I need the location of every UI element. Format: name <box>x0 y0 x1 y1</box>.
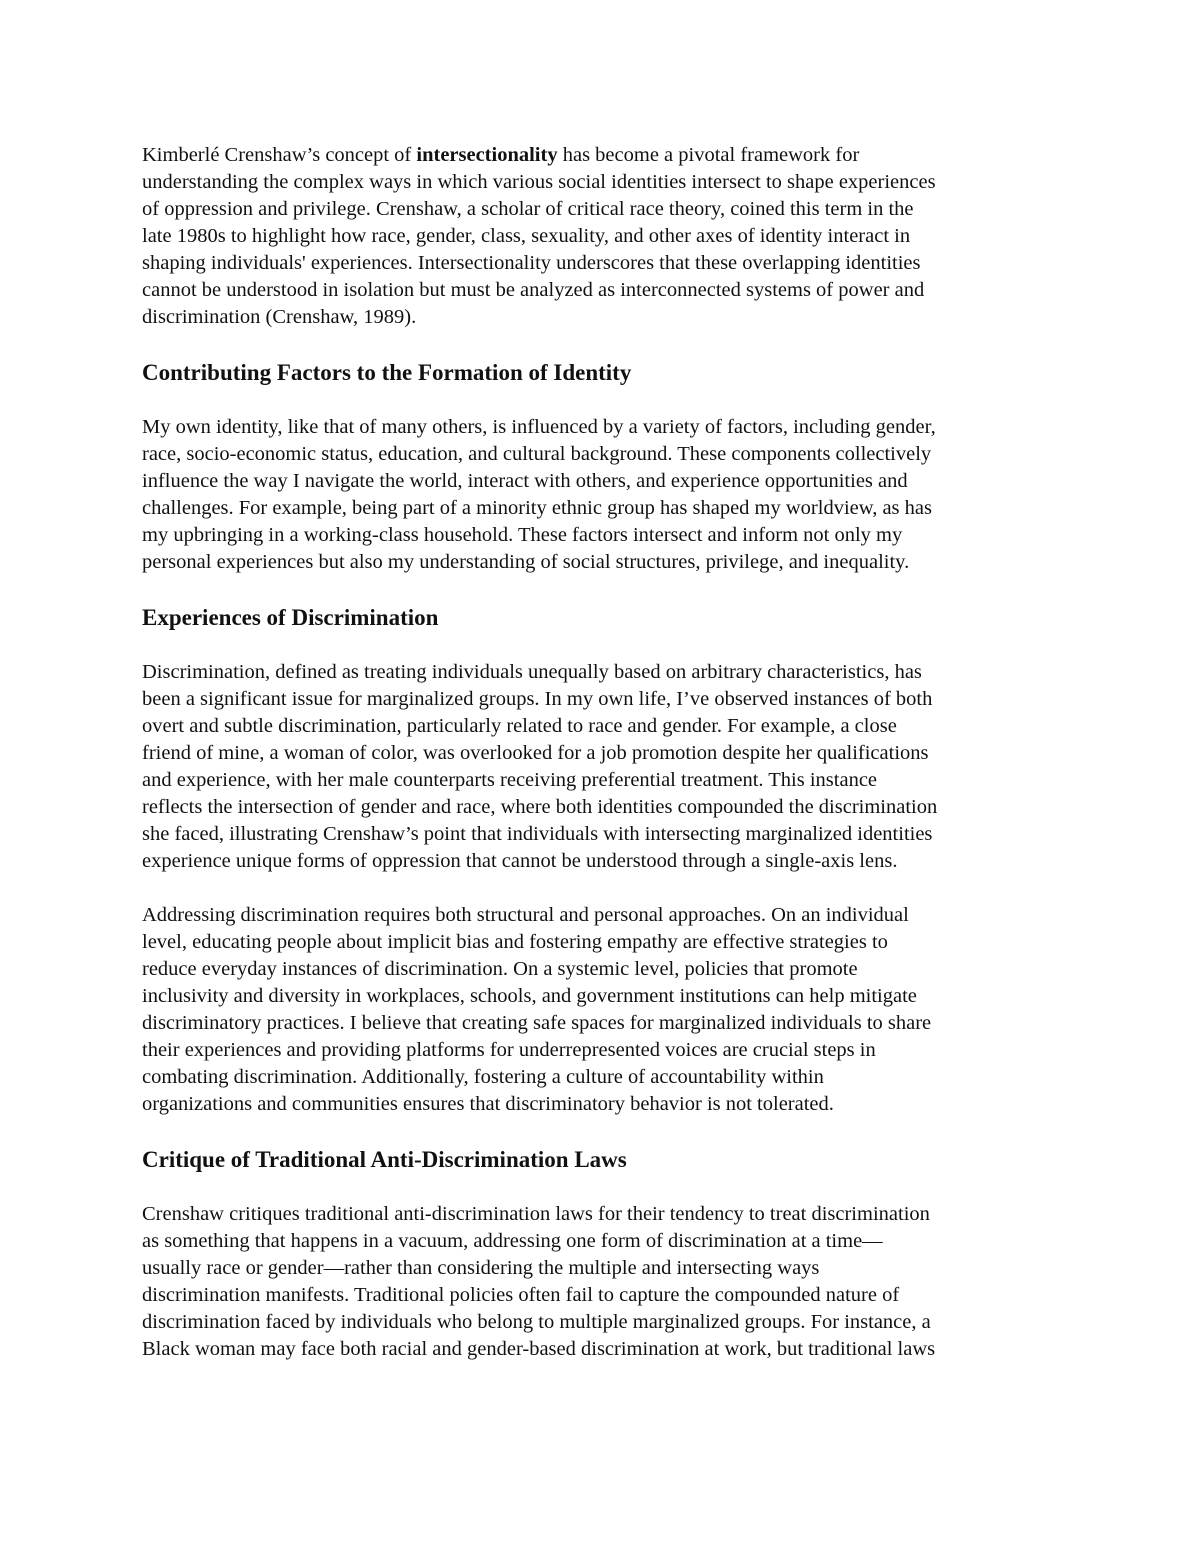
text-line: overt and subtle discrimination, particularly related to race and gender. For example, a close <box>142 715 897 737</box>
intro-paragraph <box>142 142 1062 331</box>
discrimination-paragraph-2 <box>142 902 1062 1118</box>
section-heading-discrimination: Experiences of Discrimination <box>142 605 439 630</box>
text-line: Crenshaw critiques traditional anti-discrimination laws for their tendency to treat discrimination <box>142 1203 930 1225</box>
text-line: combating discrimination. Additionally, fostering a culture of accountability within <box>142 1066 824 1088</box>
text-line: understanding the complex ways in which various social identities intersect to shape experiences <box>142 171 936 193</box>
text-line: reduce everyday instances of discrimination. On a systemic level, policies that promote <box>142 958 858 980</box>
text-line: their experiences and providing platforms for underrepresented voices are crucial steps in <box>142 1039 876 1061</box>
text-line: as something that happens in a vacuum, addressing one form of discrimination at a time— <box>142 1230 883 1252</box>
text-line: and experience, with her male counterparts receiving preferential treatment. This instance <box>142 769 878 791</box>
text-line: discrimination faced by individuals who belong to multiple marginalized groups. For instance, a <box>142 1311 931 1333</box>
document-page <box>142 142 1062 1363</box>
section-heading-identity: Contributing Factors to the Formation of Identity <box>142 360 632 385</box>
text-line: My own identity, like that of many others, is influenced by a variety of factors, including gender, <box>142 416 936 438</box>
text-line: Black woman may face both racial and gender-based discrimination at work, but traditional laws <box>142 1338 936 1360</box>
emphasized-term: intersectionality <box>416 144 558 166</box>
text-line: shaping individuals' experiences. Intersectionality underscores that these overlapping identities <box>142 252 921 274</box>
text-line: discriminatory practices. I believe that creating safe spaces for marginalized individuals to share <box>142 1012 932 1034</box>
text-line: cannot be understood in isolation but must be analyzed as interconnected systems of power and <box>142 279 925 301</box>
text-line: my upbringing in a working-class household. These factors intersect and inform not only my <box>142 524 903 546</box>
text-line: discrimination (Crenshaw, 1989). <box>142 306 417 328</box>
text-line: inclusivity and diversity in workplaces, schools, and government institutions can help mitigate <box>142 985 917 1007</box>
text-line: reflects the intersection of gender and race, where both identities compounded the discrimination <box>142 796 938 818</box>
text-line: been a significant issue for marginalized groups. In my own life, I’ve observed instances of both <box>142 688 933 710</box>
text-line: of oppression and privilege. Crenshaw, a scholar of critical race theory, coined this term in the <box>142 198 914 220</box>
text-line: Addressing discrimination requires both structural and personal approaches. On an individual <box>142 904 909 926</box>
critique-paragraph <box>142 1201 1062 1363</box>
text-line: usually race or gender—rather than considering the multiple and intersecting ways <box>142 1257 820 1279</box>
text-line: friend of mine, a woman of color, was overlooked for a job promotion despite her qualifications <box>142 742 929 764</box>
text-line: discrimination manifests. Traditional policies often fail to capture the compounded nature of <box>142 1284 900 1306</box>
text-line: race, socio-economic status, education, and cultural background. These components collectively <box>142 443 932 465</box>
text-line: Discrimination, defined as treating individuals unequally based on arbitrary characteristics, has <box>142 661 922 683</box>
section-heading-critique: Critique of Traditional Anti-Discrimination Laws <box>142 1147 627 1172</box>
text-line: late 1980s to highlight how race, gender, class, sexuality, and other axes of identity interact in <box>142 225 911 247</box>
text-line: challenges. For example, being part of a minority ethnic group has shaped my worldview, as has <box>142 497 932 519</box>
identity-paragraph <box>142 414 1062 576</box>
text-line: she faced, illustrating Crenshaw’s point that individuals with intersecting marginalized identities <box>142 823 933 845</box>
discrimination-paragraph-1 <box>142 659 1062 875</box>
text-line: personal experiences but also my understanding of social structures, privilege, and inequality. <box>142 551 910 573</box>
text-line: experience unique forms of oppression that cannot be understood through a single-axis lens. <box>142 850 898 872</box>
text-line: organizations and communities ensures that discriminatory behavior is not tolerated. <box>142 1093 834 1115</box>
text-line: level, educating people about implicit bias and fostering empathy are effective strategies to <box>142 931 888 953</box>
text-line: influence the way I navigate the world, interact with others, and experience opportunities and <box>142 470 908 492</box>
text-line: Kimberlé Crenshaw’s concept of intersectionality has become a pivotal framework for <box>142 144 860 166</box>
